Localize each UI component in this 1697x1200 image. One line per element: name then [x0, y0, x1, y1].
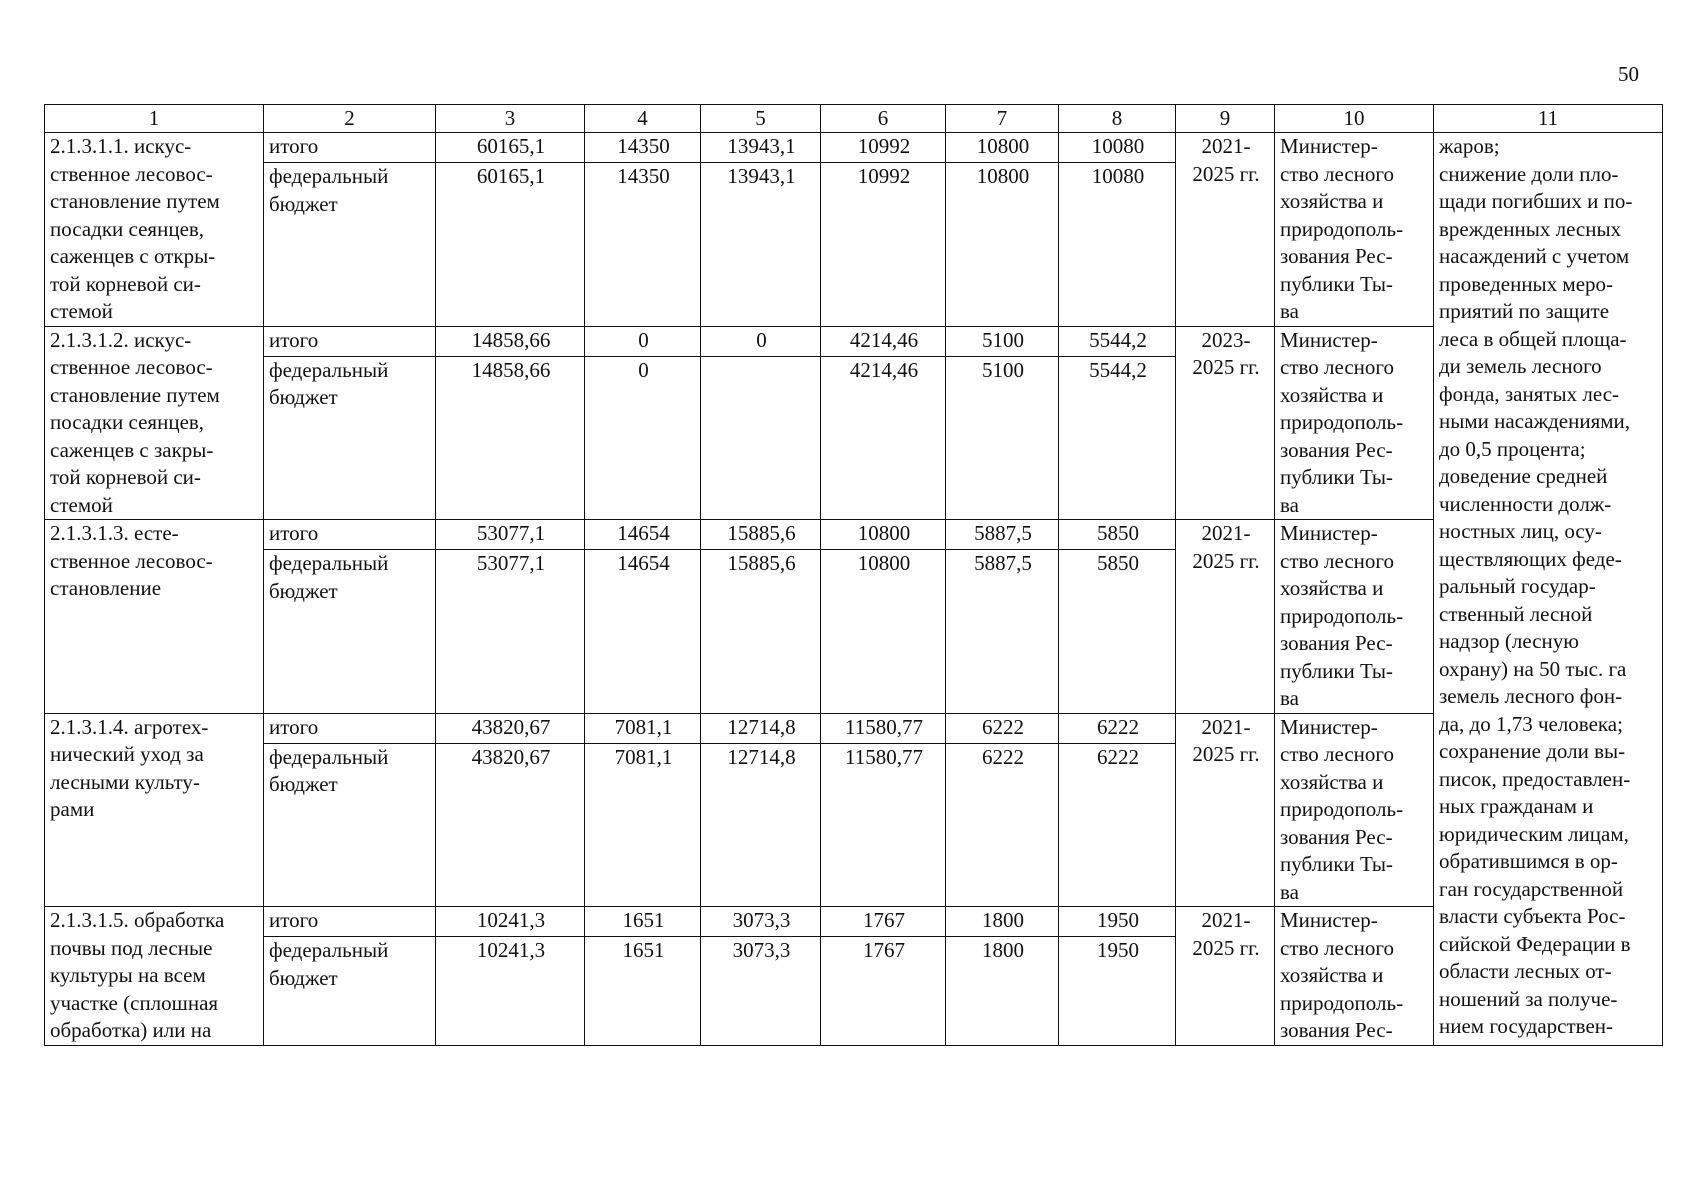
executor-line: зования Рес- — [1280, 824, 1393, 849]
activity-name-line: ственное лесовос- — [50, 548, 213, 573]
amount-cell-total: 0 — [701, 326, 821, 356]
amount-cell-total: 14350 — [585, 133, 701, 163]
activity-name-cell — [45, 133, 264, 327]
amount-cell-total: 0 — [585, 326, 701, 356]
executor-line: природополь- — [1280, 797, 1404, 821]
funding-source-total: итого — [264, 520, 436, 550]
executor-line: зования Рес- — [1280, 1018, 1393, 1042]
activity-name-line: стемой — [50, 492, 113, 517]
amount-cell-total: 14654 — [585, 520, 701, 550]
amount-cell-total: 15885,6 — [701, 520, 821, 550]
amount-cell-federal: 3073,3 — [701, 937, 821, 1045]
amount-cell-federal: 53077,1 — [436, 550, 585, 713]
amount-cell-total: 6222 — [1059, 713, 1176, 743]
amount-cell-total: 7081,1 — [585, 713, 701, 743]
activity-name-line: 2.1.3.1.4. агротех- — [50, 714, 209, 739]
funding-source-total: итого — [264, 133, 436, 163]
expected-result-line: писок, предоставлен- — [1439, 766, 1631, 791]
amount-cell-total: 12714,8 — [701, 713, 821, 743]
funding-source-line: бюджет — [269, 772, 338, 797]
expected-result-line: власти субъекта Рос- — [1439, 904, 1626, 928]
executor-line: ва — [1280, 492, 1299, 517]
executor-cell — [1275, 326, 1434, 520]
executor-line: хозяйства и — [1280, 769, 1384, 794]
expected-result-line: земель лесного фон- — [1439, 684, 1623, 708]
program-activities-table — [44, 104, 1663, 1046]
amount-cell-federal: 6222 — [1059, 743, 1176, 906]
expected-result-line: щади погибших и по- — [1439, 189, 1633, 213]
amount-cell-total: 5850 — [1059, 520, 1176, 550]
executor-line: публики Ты- — [1280, 465, 1393, 489]
expected-results-cell — [1434, 133, 1663, 1046]
executor-line: природополь- — [1280, 990, 1404, 1015]
executor-line: ва — [1280, 686, 1299, 710]
amount-cell-federal: 11580,77 — [821, 743, 946, 906]
executor-line: ство лесного — [1280, 548, 1394, 573]
expected-result-line: врежденных лесных — [1439, 216, 1622, 241]
amount-cell-federal: 1950 — [1059, 937, 1176, 1045]
expected-result-line: проведенных меро- — [1439, 271, 1614, 296]
activity-name-line: той корневой си- — [50, 465, 201, 489]
expected-result-line: сохранение доли вы- — [1439, 739, 1626, 763]
activity-name-cell — [45, 326, 264, 520]
amount-cell-federal: 10241,3 — [436, 937, 585, 1045]
activity-name-line: обработка) или на — [50, 1018, 212, 1042]
funding-source-federal — [264, 550, 436, 713]
table-row — [45, 133, 1663, 163]
amount-cell-federal: 1651 — [585, 937, 701, 1045]
expected-result-line: сийской Федерации в — [1439, 931, 1631, 956]
amount-cell-federal — [701, 356, 821, 519]
expected-result-line: ществляющих феде- — [1439, 546, 1622, 571]
expected-result-line: до 0,5 процента; — [1439, 436, 1586, 461]
years-line: 2021- — [1201, 134, 1251, 158]
amount-cell-total: 5887,5 — [946, 520, 1059, 550]
funding-source-line: бюджет — [269, 965, 338, 990]
executor-line: публики Ты- — [1280, 852, 1393, 876]
activity-name-line: участке (сплошная — [50, 990, 219, 1015]
executor-line: ство лесного — [1280, 742, 1394, 766]
expected-result-line: ношений за получе- — [1439, 986, 1618, 1011]
implementation-years-cell — [1176, 520, 1275, 714]
executor-line: хозяйства и — [1280, 382, 1384, 407]
executor-line: Министер- — [1280, 521, 1378, 545]
executor-line: Министер- — [1280, 714, 1378, 739]
executor-cell — [1275, 520, 1434, 714]
implementation-years-cell — [1176, 326, 1275, 520]
amount-cell-federal: 10080 — [1059, 163, 1176, 326]
executor-line: публики Ты- — [1280, 271, 1393, 296]
executor-line: природополь- — [1280, 410, 1404, 434]
column-number: 9 — [1176, 105, 1275, 133]
expected-result-line: нием государствен- — [1439, 1014, 1614, 1038]
expected-result-line: ностных лиц, осу- — [1439, 519, 1602, 543]
funding-source-line: федеральный — [269, 357, 389, 382]
amount-cell-federal: 15885,6 — [701, 550, 821, 713]
years-line: 2023- — [1201, 327, 1251, 352]
executor-line: ство лесного — [1280, 161, 1394, 186]
amount-cell-total: 14858,66 — [436, 326, 585, 356]
amount-cell-total: 11580,77 — [821, 713, 946, 743]
column-number: 4 — [585, 105, 701, 133]
expected-result-line: приятий по защите — [1439, 299, 1610, 323]
amount-cell-total: 5544,2 — [1059, 326, 1176, 356]
funding-source-federal — [264, 743, 436, 906]
activity-name-line: 2.1.3.1.5. обработка — [50, 908, 225, 932]
amount-cell-total: 4214,46 — [821, 326, 946, 356]
expected-result-line: да, до 1,73 человека; — [1439, 711, 1623, 736]
amount-cell-total: 1651 — [585, 907, 701, 937]
expected-result-line: жаров; — [1439, 134, 1500, 158]
years-line: 2021- — [1201, 521, 1251, 545]
amount-cell-federal: 10800 — [821, 550, 946, 713]
amount-cell-total: 43820,67 — [436, 713, 585, 743]
amount-cell-total: 5100 — [946, 326, 1059, 356]
expected-result-line: ными насаждениями, — [1439, 409, 1631, 433]
funding-source-line: бюджет — [269, 578, 338, 603]
funding-source-federal — [264, 163, 436, 326]
amount-cell-federal: 5850 — [1059, 550, 1176, 713]
expected-result-line: ственный лесной — [1439, 601, 1593, 626]
years-line: 2021- — [1201, 714, 1251, 739]
activity-name-line: 2.1.3.1.2. искус- — [50, 327, 192, 352]
implementation-years-cell — [1176, 713, 1275, 907]
expected-result-line: насаждений с учетом — [1439, 244, 1630, 268]
activity-name-cell — [45, 713, 264, 907]
amount-cell-total: 10800 — [946, 133, 1059, 163]
funding-source-line: федеральный — [269, 744, 389, 769]
amount-cell-federal: 10800 — [946, 163, 1059, 326]
amount-cell-federal: 6222 — [946, 743, 1059, 906]
funding-source-line: федеральный — [269, 551, 389, 576]
expected-result-line: снижение доли пло- — [1439, 161, 1619, 186]
table-row — [45, 520, 1663, 550]
activity-name-line: 2.1.3.1.3. есте- — [50, 521, 179, 545]
years-line: 2025 гг. — [1192, 355, 1260, 379]
executor-line: зования Рес- — [1280, 244, 1393, 268]
funding-source-line: федеральный — [269, 938, 389, 963]
expected-result-line: численности долж- — [1439, 491, 1612, 516]
activity-name-line: ственное лесовос- — [50, 355, 213, 379]
amount-cell-federal: 7081,1 — [585, 743, 701, 906]
activity-name-cell — [45, 520, 264, 714]
funding-source-line: федеральный — [269, 164, 389, 189]
executor-line: ство лесного — [1280, 355, 1394, 379]
funding-source-total: итого — [264, 907, 436, 937]
years-line: 2021- — [1201, 908, 1251, 932]
column-number-row — [45, 105, 1663, 133]
implementation-years-cell — [1176, 133, 1275, 327]
activity-name-line: посадки сеянцев, — [50, 216, 205, 241]
activity-name-line: саженцев с закры- — [50, 437, 214, 462]
years-line: 2025 гг. — [1192, 742, 1260, 766]
years-line: 2025 гг. — [1192, 161, 1260, 186]
expected-result-line: фонда, занятых лес- — [1439, 381, 1620, 406]
amount-cell-total: 1950 — [1059, 907, 1176, 937]
amount-cell-federal: 12714,8 — [701, 743, 821, 906]
executor-line: природополь- — [1280, 216, 1404, 241]
activity-name-line: саженцев с откры- — [50, 244, 216, 268]
activity-name-line: становление путем — [50, 189, 220, 213]
expected-result-line: доведение средней — [1439, 464, 1608, 488]
activity-name-line: 2.1.3.1.1. искус- — [50, 134, 192, 158]
activity-name-line: лесными культу- — [50, 769, 200, 794]
expected-result-line: надзор (лесную — [1439, 629, 1579, 653]
executor-line: ство лесного — [1280, 935, 1394, 960]
column-number: 5 — [701, 105, 821, 133]
expected-result-line: леса в общей площа- — [1439, 326, 1627, 351]
table-row — [45, 713, 1663, 743]
table-row — [45, 907, 1663, 937]
executor-line: зования Рес- — [1280, 437, 1393, 462]
funding-source-total: итого — [264, 713, 436, 743]
amount-cell-total: 1800 — [946, 907, 1059, 937]
amount-cell-federal: 5544,2 — [1059, 356, 1176, 519]
executor-line: природополь- — [1280, 603, 1404, 628]
expected-result-line: ральный государ- — [1439, 574, 1596, 598]
amount-cell-total: 1767 — [821, 907, 946, 937]
amount-cell-total: 60165,1 — [436, 133, 585, 163]
column-number: 1 — [45, 105, 264, 133]
amount-cell-federal: 14654 — [585, 550, 701, 713]
amount-cell-total: 53077,1 — [436, 520, 585, 550]
implementation-years-cell — [1176, 907, 1275, 1046]
amount-cell-total: 6222 — [946, 713, 1059, 743]
years-line: 2025 гг. — [1192, 935, 1260, 960]
funding-source-line: бюджет — [269, 191, 338, 216]
executor-cell — [1275, 713, 1434, 907]
activity-name-line: той корневой си- — [50, 271, 201, 296]
activity-name-line: рами — [50, 797, 95, 821]
column-number: 10 — [1275, 105, 1434, 133]
funding-source-federal — [264, 356, 436, 519]
amount-cell-federal: 14350 — [585, 163, 701, 326]
expected-result-line: обратившимся в ор- — [1439, 849, 1618, 873]
activity-name-line: почвы под лесные — [50, 935, 213, 960]
amount-cell-total: 10080 — [1059, 133, 1176, 163]
amount-cell-total: 10241,3 — [436, 907, 585, 937]
table-row — [45, 326, 1663, 356]
activity-name-line: стемой — [50, 299, 113, 323]
activity-name-line: становление путем — [50, 382, 220, 407]
amount-cell-federal: 14858,66 — [436, 356, 585, 519]
executor-line: Министер- — [1280, 134, 1378, 158]
column-number: 6 — [821, 105, 946, 133]
executor-line: Министер- — [1280, 908, 1378, 932]
amount-cell-total: 3073,3 — [701, 907, 821, 937]
amount-cell-total: 10992 — [821, 133, 946, 163]
column-number: 7 — [946, 105, 1059, 133]
activity-name-line: ственное лесовос- — [50, 161, 213, 186]
amount-cell-federal: 13943,1 — [701, 163, 821, 326]
amount-cell-federal: 4214,46 — [821, 356, 946, 519]
executor-line: публики Ты- — [1280, 658, 1393, 683]
executor-cell — [1275, 907, 1434, 1046]
amount-cell-federal: 0 — [585, 356, 701, 519]
executor-cell — [1275, 133, 1434, 327]
amount-cell-federal: 43820,67 — [436, 743, 585, 906]
amount-cell-federal: 5100 — [946, 356, 1059, 519]
executor-line: хозяйства и — [1280, 963, 1384, 987]
expected-result-line: ных гражданам и — [1439, 794, 1594, 818]
funding-source-total: итого — [264, 326, 436, 356]
expected-result-line: юридическим лицам, — [1439, 821, 1629, 846]
years-line: 2025 гг. — [1192, 548, 1260, 573]
funding-source-federal — [264, 937, 436, 1045]
column-number: 8 — [1059, 105, 1176, 133]
expected-result-line: охрану) на 50 тыс. га — [1439, 656, 1627, 681]
amount-cell-total: 13943,1 — [701, 133, 821, 163]
amount-cell-federal: 5887,5 — [946, 550, 1059, 713]
executor-line: ва — [1280, 299, 1299, 323]
amount-cell-total: 10800 — [821, 520, 946, 550]
activity-name-line: нический уход за — [50, 742, 204, 766]
column-number: 2 — [264, 105, 436, 133]
executor-line: хозяйства и — [1280, 576, 1384, 600]
activity-name-line: культуры на всем — [50, 963, 206, 987]
column-number: 11 — [1434, 105, 1663, 133]
amount-cell-federal: 60165,1 — [436, 163, 585, 326]
expected-result-line: ган государственной — [1439, 876, 1624, 901]
activity-name-cell — [45, 907, 264, 1046]
column-number: 3 — [436, 105, 585, 133]
amount-cell-federal: 10992 — [821, 163, 946, 326]
funding-source-line: бюджет — [269, 385, 338, 410]
amount-cell-federal: 1800 — [946, 937, 1059, 1045]
expected-result-line: ди земель лесного — [1439, 354, 1602, 378]
expected-result-line: области лесных от- — [1439, 959, 1612, 983]
executor-line: Министер- — [1280, 327, 1378, 352]
amount-cell-federal: 1767 — [821, 937, 946, 1045]
executor-line: ва — [1280, 879, 1299, 904]
page-number: 50 — [1618, 62, 1639, 86]
executor-line: хозяйства и — [1280, 189, 1384, 213]
activity-name-line: становление — [50, 576, 162, 600]
activity-name-line: посадки сеянцев, — [50, 410, 205, 434]
executor-line: зования Рес- — [1280, 631, 1393, 655]
